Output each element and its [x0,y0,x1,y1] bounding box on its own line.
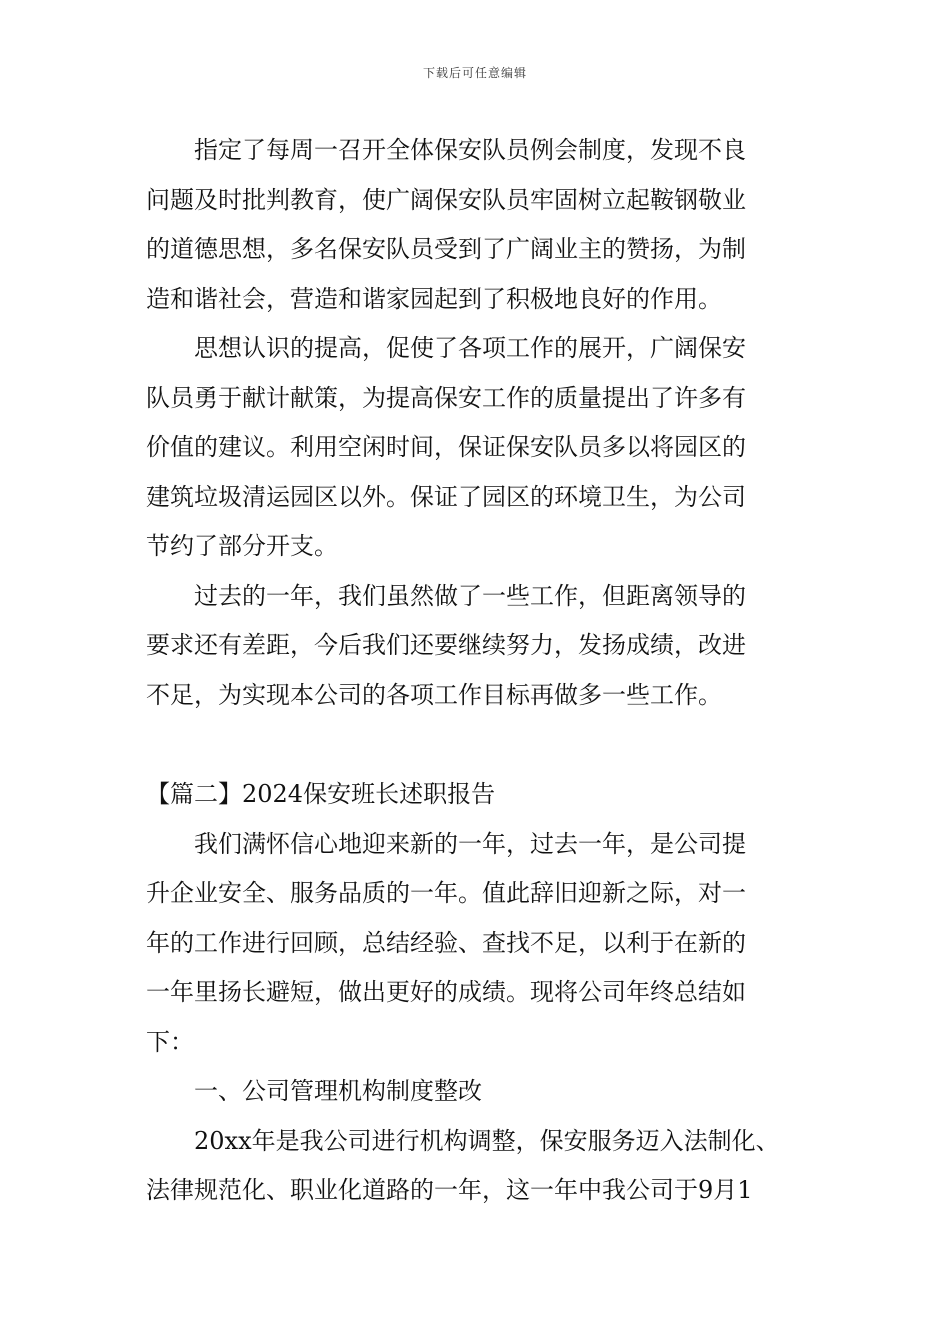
paragraph-1 [146,126,822,176]
paragraph-line: 问题及时批判教育，使广阔保安队员牢固树立起鞍钢敬业 [146,185,746,214]
paragraph-line: 要求还有差距，今后我们还要继续努力，发扬成绩，改进 [146,631,746,659]
paragraph-line: 的道德思想，多名保安队员受到了广阔业主的赞扬，为制 [146,235,746,263]
page-header-note: 下载后可任意编辑 [422,66,527,80]
paragraph-line: 队员勇于献计献策，为提高保安工作的质量提出了许多有 [146,383,746,412]
paragraph-4-continued [146,869,822,1067]
paragraph-line: 过去的一年，我们虽然做了一些工作，但距离领导的 [194,581,746,610]
paragraph-line: 建筑垃圾清运园区以外。保证了园区的环境卫生，为公司 [146,482,746,511]
paragraph-line: 下： [146,1027,194,1056]
paragraph-line: 20xx年是我公司进行机构调整，保安服务迈入法制化、 [194,1126,780,1155]
section-title: 【篇二】2024保安班长述职报告 [146,780,496,808]
paragraph-4 [146,820,822,870]
paragraph-line: 升企业安全、服务品质的一年。值此辞旧迎新之际，对一 [146,879,746,907]
paragraph-5 [146,1117,822,1167]
paragraph-line: 一年里扬长避短，做出更好的成绩。现将公司年终总结如 [146,978,746,1006]
paragraph-3-continued [146,621,822,720]
paragraph-line: 造和谐社会，营造和谐家园起到了积极地良好的作用。 [146,284,722,313]
paragraph-line: 不足，为实现本公司的各项工作目标再做多一些工作。 [146,680,722,709]
paragraph-2-continued [146,374,822,572]
document-body [146,126,822,1216]
paragraph-5-continued [146,1166,822,1216]
paragraph-1-continued [146,176,822,325]
paragraph-line: 年的工作进行回顾，总结经验、查找不足，以利于在新的 [146,928,746,957]
paragraph-line: 价值的建议。利用空闲时间，保证保安队员多以将园区的 [146,433,746,461]
paragraph-line: 一、公司管理机构制度整改 [194,1077,482,1105]
paragraph-line: 法律规范化、职业化道路的一年，这一年中我公司于9月1 [146,1176,753,1204]
paragraph-line: 节约了部分开支。 [146,532,338,560]
paragraph-line: 我们满怀信心地迎来新的一年，过去一年，是公司提 [194,829,746,858]
paragraph-2 [146,324,822,374]
paragraph-3 [146,572,822,622]
paragraph-line: 思想认识的提高，促使了各项工作的展开，广阔保安 [194,334,746,362]
subheading-management-reform [146,1067,822,1117]
section-spacer [146,720,822,770]
paragraph-line: 指定了每周一召开全体保安队员例会制度，发现不良 [194,136,746,164]
